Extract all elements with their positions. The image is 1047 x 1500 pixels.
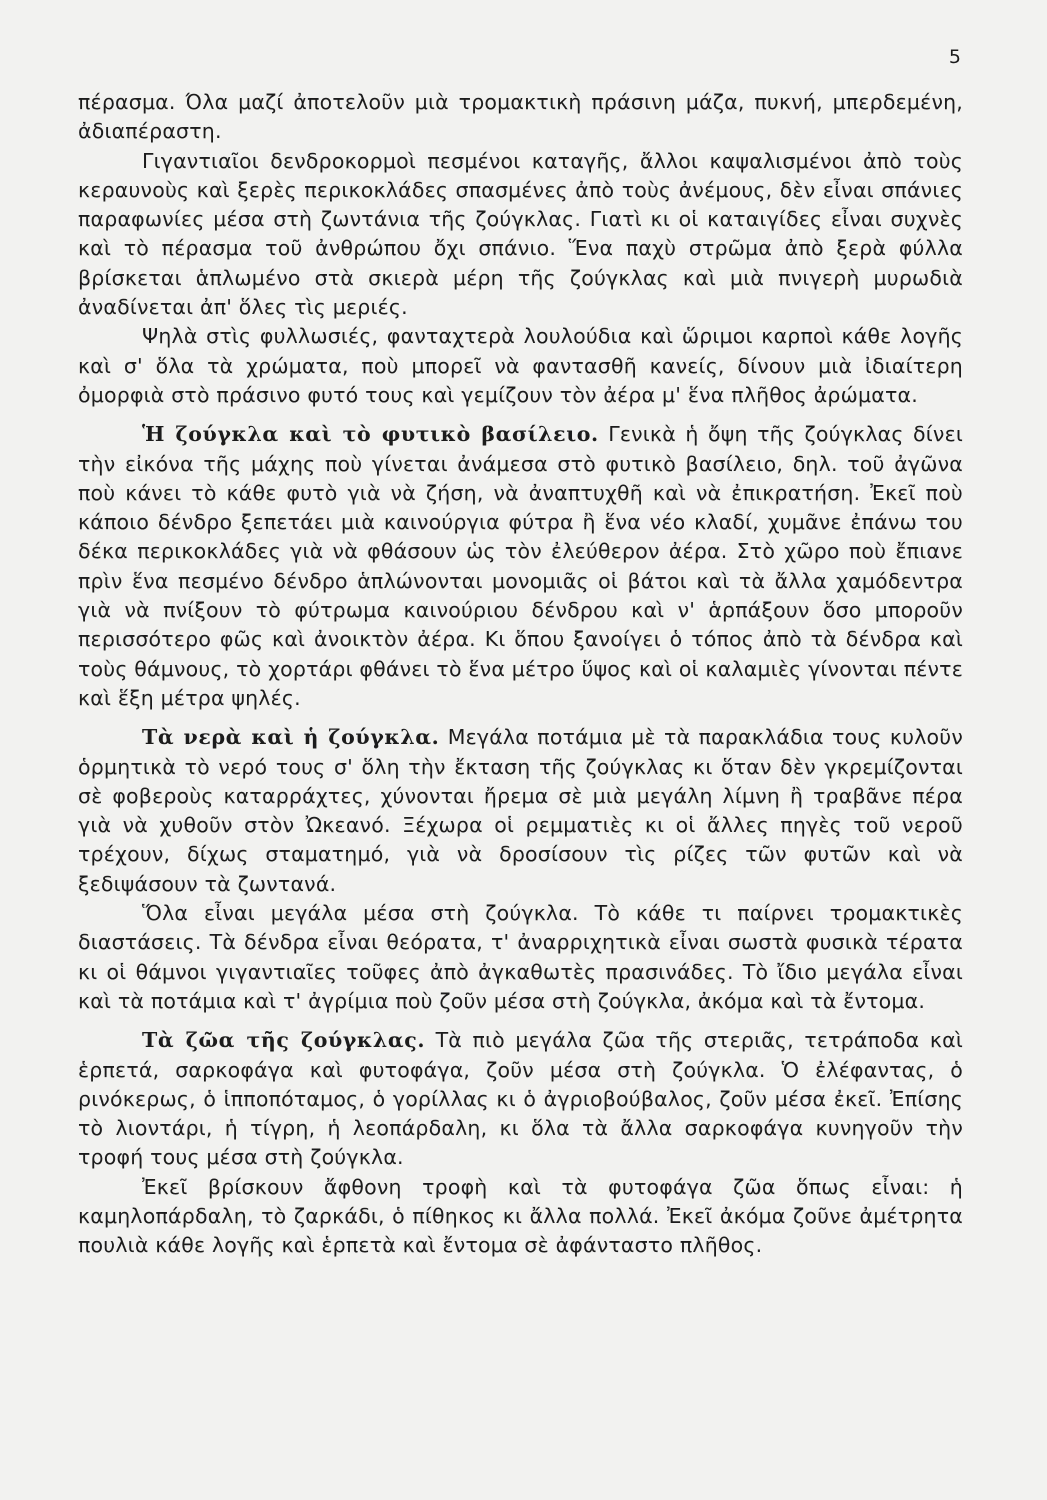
paragraph-text: Τὰ πιὸ μεγάλα ζῶα τῆς στεριᾶς, τετράποδα καὶ ἑρπετά, σαρκοφάγα καὶ φυτοφάγα, ζοῦν μέσα στὴ ζούγκλα. Ὁ ἐλέφαντας, ὁ ρινόκερως, ὁ ἱπποπόταμος, ὁ γορίλλας κι ὁ ἀγριοβούβαλος, ζοῦν μέσα ἐκεῖ. Ἐπίσης τὸ λιοντάρι, ἡ τίγρη, ἡ λεοπάρδαλη, κι ὅλα τὰ ἄλλα σαρκοφάγα κυνηγοῦν τὴν τροφή τους μέσα στὴ ζούγκλα. [78, 1028, 964, 1170]
section-heading-waters: Τὰ νερὰ καὶ ἡ ζούγκλα. [142, 725, 440, 750]
paragraph-text: Μεγάλα ποτάμια μὲ τὰ παρακλάδια τους κυλοῦν ὁρμητικὰ τὸ νερό τους σ' ὅλη τὴν ἔκταση τῆς ζούγκλας κι ὅταν δὲν γκρεμίζονται σὲ φοβεροὺς καταρράχτες, χύνονται ἤρεμα σὲ μιὰ μεγάλη λίμνη ἢ τραβᾶνε πέρα γιὰ νὰ χυθοῦν στὸν Ὠκεανό. Ξέχωρα οἱ ρεμματιὲς κι οἱ ἄλλες πηγὲς τοῦ νεροῦ τρέχουν, δίχως σταματημό, γιὰ νὰ δροσίσουν τὶς ρίζες τῶν φυτῶν καὶ νὰ ξεδιψάσουν τὰ ζωντανά. [78, 725, 964, 896]
paragraph-text: Ὅλα εἶναι μεγάλα μέσα στὴ ζούγκλα. Τὸ κάθε τι παίρνει τρομακτικὲς διαστάσεις. Τὰ δένδρα εἶναι θεόρατα, τ' ἀναρριχητικὰ εἶναι σωστὰ φυσικὰ τέρατα κι οἱ θάμνοι γιγαντιαῖες τοῦφες ἀπὸ ἀγκαθωτὲς πρασινάδες. Τὸ ἴδιο μεγάλα εἶναι καὶ τὰ ποτάμια καὶ τ' ἀγρίμια ποὺ ζοῦν μέσα στὴ ζούγκλα, ἀκόμα καὶ τὰ ἔντομα. [78, 901, 963, 1013]
paragraph-1 [78, 88, 963, 147]
paragraph-6 [78, 899, 963, 1016]
page-number: 5 [948, 46, 961, 68]
section-heading-animals: Τὰ ζῶα τῆς ζούγκλας. [142, 1028, 426, 1053]
paragraph-3 [78, 322, 963, 410]
paragraph-text: Γενικὰ ἡ ὄψη τῆς ζούγκλας δίνει τὴν εἰκόνα τῆς μάχης ποὺ γίνεται ἀνάμεσα στὸ φυτικὸ βασίλειο, δηλ. τοῦ ἀγῶνα ποὺ κάνει τὸ κάθε φυτὸ γιὰ νὰ ζήση, νὰ ἀναπτυχθῆ καὶ νὰ ἐπικρατήση. Ἐκεῖ ποὺ κάποιο δένδρο ξεπετάει μιὰ καινούργια φύτρα ἢ ἕνα νέο κλαδί, χυμᾶνε ἐπάνω του δέκα περικοκλάδες γιὰ νὰ φθάσουν ὡς τὸν ἐλεύθερον ἀέρα. Στὸ χῶρο ποὺ ἔπιανε πρὶν ἕνα πεσμένο δένδρο ἁπλώνονται μονομιᾶς οἱ βάτοι καὶ τὰ ἄλλα χαμόδεντρα γιὰ νὰ πνίξουν τὸ φύτρωμα καινούριου δένδρου καὶ ν' ἁρπάξουν ὅσο μποροῦν περισσότερο φῶς καὶ ἀνοικτὸν ἀέρα. Κι ὅπου ξανοίγει ὁ τόπος ἀπὸ τὰ δένδρα καὶ τοὺς θάμνους, τὸ χορτάρι φθάνει τὸ ἕνα μέτρο ὕψος καὶ οἱ καλαμιὲς γίνονται πέντε καὶ ἕξη μέτρα ψηλές. [78, 422, 964, 710]
paragraph-text: πέρασμα. Όλα μαζί ἀποτελοῦν μιὰ τρομακτικὴ πράσινη μάζα, πυκνή, μπερδεμένη, ἀδιαπέραστη. [78, 90, 963, 144]
paragraph-7 [78, 1026, 963, 1172]
paragraph-2 [78, 147, 963, 323]
paragraph-text: Ψηλὰ στὶς φυλλωσιές, φανταχτερὰ λουλούδια καὶ ὥριμοι καρποὶ κάθε λογῆς καὶ σ' ὅλα τὰ χρώματα, ποὺ μπορεῖ νὰ φαντασθῆ κανείς, δίνουν μιὰ ἰδιαίτερη ὀμορφιὰ στὸ πράσινο φυτό τους καὶ γεμίζουν τὸν ἀέρα μ' ἕνα πλῆθος ἀρώματα. [78, 324, 963, 407]
body-text [78, 88, 963, 1261]
paragraph-text: Γιγαντιαῖοι δενδροκορμοὶ πεσμένοι καταγῆς, ἄλλοι καψαλισμένοι ἀπὸ τοὺς κεραυνοὺς καὶ ξερὲς περικοκλάδες σπασμένες ἀπὸ τοὺς ἀνέμους, δὲν εἶναι σπάνιες παραφωνίες μέσα στὴ ζωντάνια τῆς ζούγκλας. Γιατὶ κι οἱ καταιγίδες εἶναι συχνὲς καὶ τὸ πέρασμα τοῦ ἀνθρώπου ὄχι σπάνιο. Ἕνα παχὺ στρῶμα ἀπὸ ξερὰ φύλλα βρίσκεται ἁπλωμένο στὰ σκιερὰ μέρη τῆς ζούγκλας καὶ μιὰ πνιγερὴ μυρωδιὰ ἀναδίνεται ἀπ' ὅλες τὶς μεριές. [78, 148, 963, 320]
paragraph-8 [78, 1173, 963, 1261]
paragraph-text: Ἐκεῖ βρίσκουν ἄφθονη τροφὴ καὶ τὰ φυτοφάγα ζῶα ὅπως εἶναι: ἡ καμηλοπάρδαλη, τὸ ζαρκάδι, ὁ πίθηκος κι ἄλλα πολλά. Ἐκεῖ ἀκόμα ζοῦνε ἀμέτρητα πουλιὰ κάθε λογῆς καὶ ἑρπετὰ καὶ ἔντομα σὲ ἀφάνταστο πλῆθος. [78, 1174, 963, 1258]
section-heading-plants: Ἡ ζούγκλα καὶ τὸ φυτικὸ βασίλειο. [142, 422, 599, 447]
paragraph-5 [78, 723, 963, 899]
paragraph-4 [78, 420, 963, 713]
